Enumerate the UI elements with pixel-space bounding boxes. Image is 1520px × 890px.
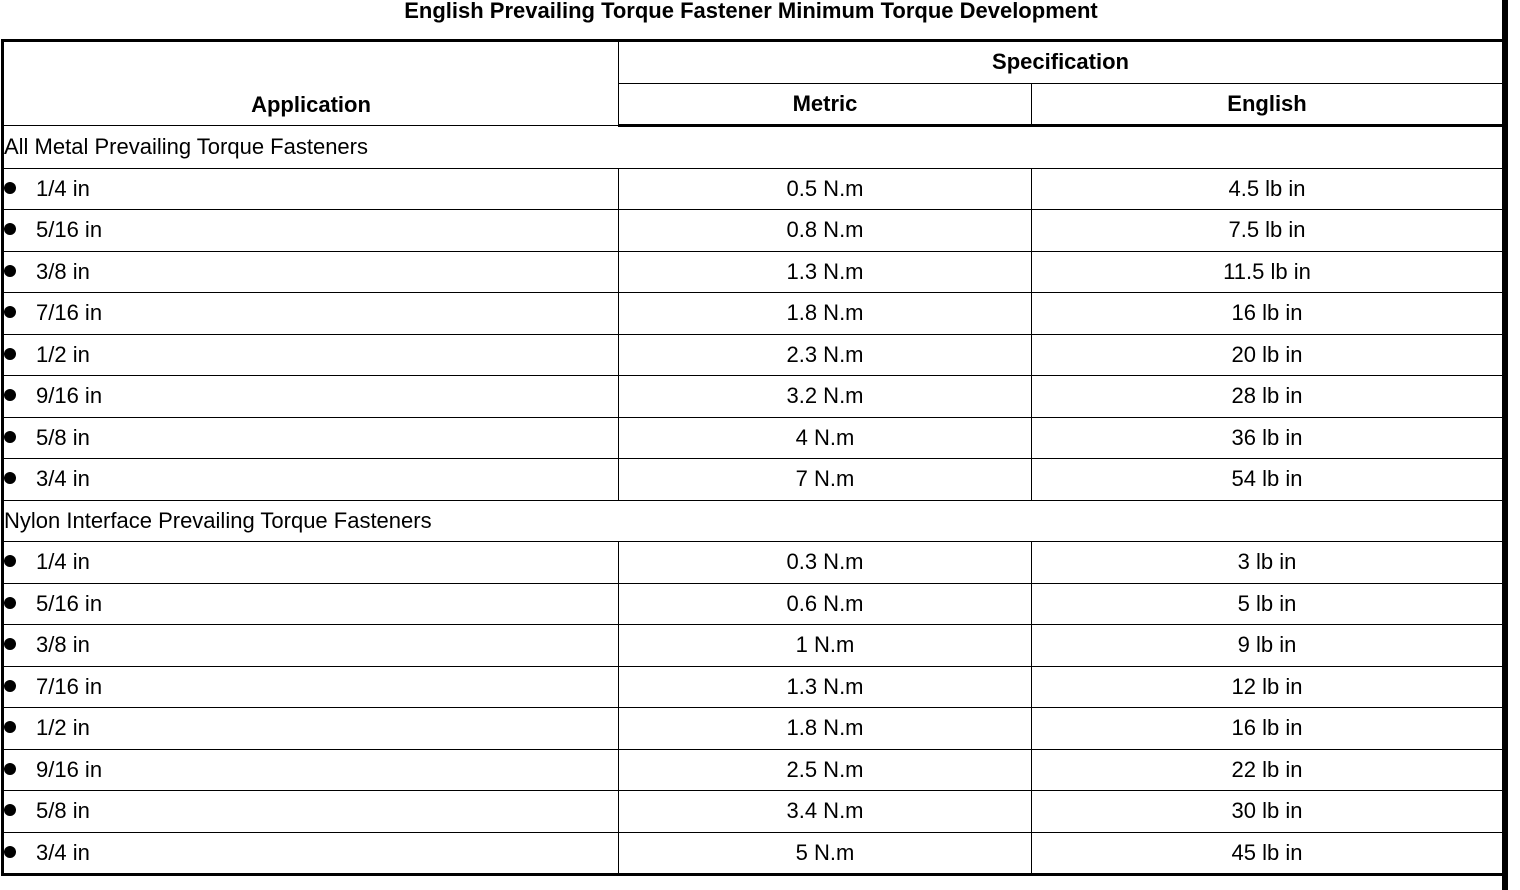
metric-value: 1 N.m	[619, 625, 1032, 667]
table-body	[3, 126, 1504, 875]
english-value: 7.5 lb in	[1032, 210, 1504, 252]
english-value: 16 lb in	[1032, 708, 1504, 750]
table-row	[3, 376, 1504, 418]
fastener-size: 9/16 in	[36, 383, 103, 409]
fastener-size: 3/4 in	[36, 466, 90, 492]
fastener-size: 9/16 in	[36, 756, 103, 782]
table-row	[3, 791, 1504, 833]
bullet-icon	[4, 804, 16, 816]
bullet-icon	[4, 597, 16, 609]
table-row	[3, 832, 1504, 875]
application-cell	[3, 293, 619, 335]
header-english: English	[1032, 83, 1504, 126]
application-cell	[3, 832, 619, 875]
table-row	[3, 625, 1504, 667]
metric-value: 2.5 N.m	[619, 749, 1032, 791]
application-cell	[3, 417, 619, 459]
fastener-size: 1/2 in	[36, 341, 90, 367]
bullet-icon	[4, 182, 16, 194]
metric-value: 3.2 N.m	[619, 376, 1032, 418]
table-row	[3, 168, 1504, 210]
fastener-size: 5/16 in	[36, 590, 103, 616]
fastener-size: 1/2 in	[36, 715, 90, 741]
table-row	[3, 251, 1504, 293]
english-value: 30 lb in	[1032, 791, 1504, 833]
fastener-size: 7/16 in	[36, 300, 103, 326]
fastener-size: 3/8 in	[36, 258, 90, 284]
fastener-size: 3/4 in	[36, 839, 90, 865]
application-cell	[3, 210, 619, 252]
metric-value: 0.5 N.m	[619, 168, 1032, 210]
table-row	[3, 749, 1504, 791]
application-cell	[3, 791, 619, 833]
application-cell	[3, 251, 619, 293]
metric-value: 1.8 N.m	[619, 708, 1032, 750]
group-label: All Metal Prevailing Torque Fasteners	[3, 126, 1504, 169]
english-value: 54 lb in	[1032, 459, 1504, 501]
fastener-size: 5/8 in	[36, 798, 90, 824]
english-value: 12 lb in	[1032, 666, 1504, 708]
english-value: 20 lb in	[1032, 334, 1504, 376]
bullet-icon	[4, 389, 16, 401]
group-row	[3, 126, 1504, 169]
table-row	[3, 708, 1504, 750]
bullet-icon	[4, 306, 16, 318]
english-value: 16 lb in	[1032, 293, 1504, 335]
application-cell	[3, 542, 619, 584]
bullet-icon	[4, 721, 16, 733]
application-cell	[3, 749, 619, 791]
metric-value: 5 N.m	[619, 832, 1032, 875]
metric-value: 0.8 N.m	[619, 210, 1032, 252]
table-row	[3, 583, 1504, 625]
table-row	[3, 210, 1504, 252]
fastener-size: 5/16 in	[36, 217, 103, 243]
metric-value: 7 N.m	[619, 459, 1032, 501]
english-value: 11.5 lb in	[1032, 251, 1504, 293]
application-cell	[3, 334, 619, 376]
fastener-size: 5/8 in	[36, 424, 90, 450]
application-cell	[3, 459, 619, 501]
metric-value: 4 N.m	[619, 417, 1032, 459]
group-row	[3, 500, 1504, 542]
metric-value: 1.3 N.m	[619, 251, 1032, 293]
group-label: Nylon Interface Prevailing Torque Fasteners	[3, 500, 1504, 542]
english-value: 9 lb in	[1032, 625, 1504, 667]
table-row	[3, 417, 1504, 459]
bullet-icon	[4, 638, 16, 650]
header-application: Application	[3, 41, 619, 126]
metric-value: 1.8 N.m	[619, 293, 1032, 335]
application-cell	[3, 168, 619, 210]
metric-value: 2.3 N.m	[619, 334, 1032, 376]
header-metric: Metric	[619, 83, 1032, 126]
bullet-icon	[4, 348, 16, 360]
application-cell	[3, 583, 619, 625]
english-value: 28 lb in	[1032, 376, 1504, 418]
header-specification: Specification	[619, 41, 1504, 84]
metric-value: 3.4 N.m	[619, 791, 1032, 833]
bullet-icon	[4, 555, 16, 567]
fastener-size: 7/16 in	[36, 673, 103, 699]
table-row	[3, 334, 1504, 376]
table-title: English Prevailing Torque Fastener Minimum Torque Development	[404, 0, 1098, 23]
metric-value: 1.3 N.m	[619, 666, 1032, 708]
table-header	[3, 41, 1504, 126]
fastener-size: 3/8 in	[36, 632, 90, 658]
metric-value: 0.6 N.m	[619, 583, 1032, 625]
application-cell	[3, 376, 619, 418]
english-value: 22 lb in	[1032, 749, 1504, 791]
fastener-size: 1/4 in	[36, 175, 90, 201]
english-value: 36 lb in	[1032, 417, 1504, 459]
bullet-icon	[4, 223, 16, 235]
application-cell	[3, 625, 619, 667]
torque-spec-table	[1, 39, 1505, 876]
bullet-icon	[4, 265, 16, 277]
application-cell	[3, 666, 619, 708]
fastener-size: 1/4 in	[36, 549, 90, 575]
english-value: 5 lb in	[1032, 583, 1504, 625]
table-row	[3, 459, 1504, 501]
english-value: 3 lb in	[1032, 542, 1504, 584]
bullet-icon	[4, 472, 16, 484]
english-value: 45 lb in	[1032, 832, 1504, 875]
bullet-icon	[4, 431, 16, 443]
bullet-icon	[4, 680, 16, 692]
bullet-icon	[4, 846, 16, 858]
table-row	[3, 542, 1504, 584]
application-cell	[3, 708, 619, 750]
table-row	[3, 666, 1504, 708]
table-row	[3, 293, 1504, 335]
metric-value: 0.3 N.m	[619, 542, 1032, 584]
bullet-icon	[4, 763, 16, 775]
english-value: 4.5 lb in	[1032, 168, 1504, 210]
